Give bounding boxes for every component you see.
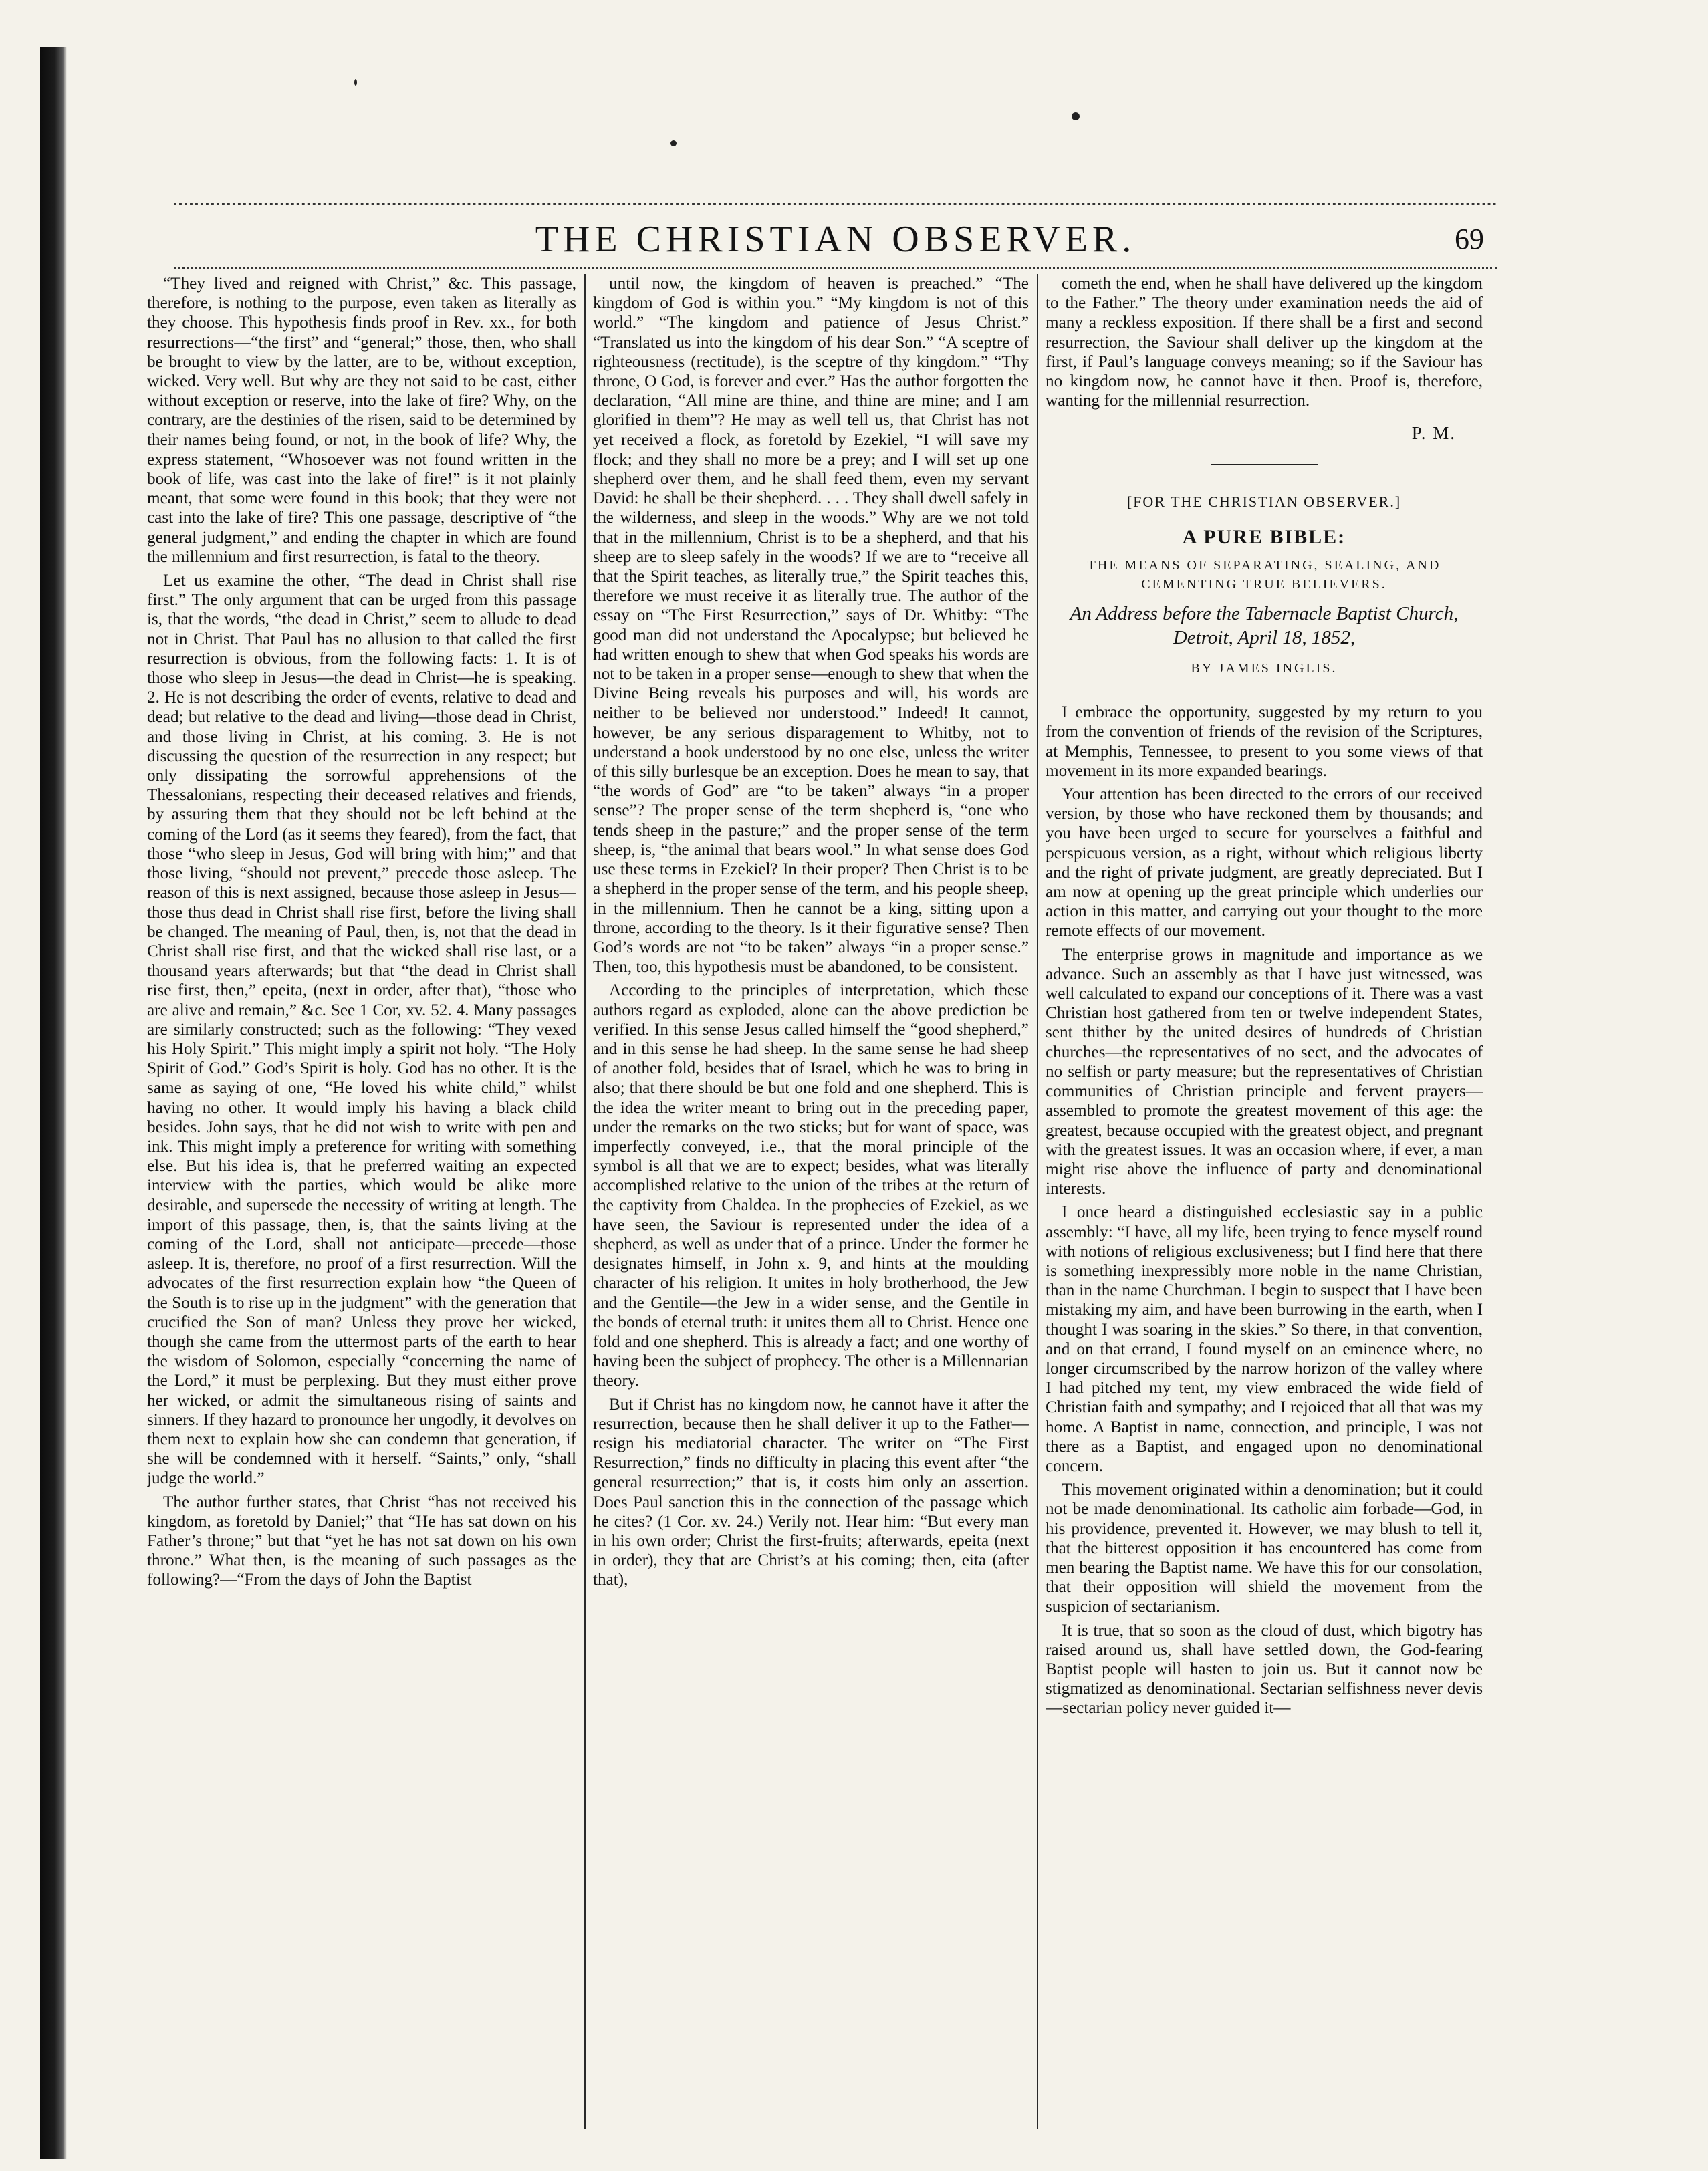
paragraph: The author further states, that Christ “has not received his kingdom, as foretold by Daniel;” that “He has sat down on his Father’s throne;” but that “yet he has not sat down on his own throne.” What then, is the meaning of such passages as the following?—“From the days of John the Baptist [147, 1493, 576, 1589]
scanned-page-edge [40, 47, 67, 2159]
paragraph: But if Christ has no kingdom now, he cannot have it after the resurrection, because then he shall deliver it up to the Father—resign his mediatorial character. The writer on “The First Resurrection,” finds no difficulty in placing this event after “the general resurrection;” that is, it costs him only an assertion. Does Paul sanction this in the connection of the passage which he cites? (1 Cor. xv. 24.) Verily not. Hear him: “But every man in his own order; Christ the first-fruits; afterwards, epeita (next in order), they that are Christ’s at his coming; then, eita (after that), [593, 1395, 1029, 1589]
paragraph: “They lived and reigned with Christ,” &c. This passage, therefore, is nothing to the purpose, even taken as literally as they choose. This hypothesis finds proof in Rev. xx., for both resurrections—“the first” and “general;” those, then, who shall be brought to view by the latter, are to be, without exception, wicked. Very well. But why are they not said to be cast, either without exception or reserve, into the lake of fire? Why, on the contrary, are the destinies of the risen, said to be determined by their names being found, or not, in the book of life? Why, the express statement, “Whosoever was not found written in the book of life, was cast into the lake of fire!” is it not plainly meant, that some were found in this book; that they were not cast into the lake of fire? This one passage, descriptive of “the general judgment,” and ending the chapter in which are found the millennium and first resurrection, is fatal to the theory. [147, 275, 576, 566]
paragraph: Your attention has been directed to the errors of our received version, by those who have reckoned them by thousands; and you have been urged to secure for yourselves a faithful and perspicuous version, as a right, without which religious liberty and the right of private judgment, are greatly depreciated. But I am now at opening up the great principle which underlies our action in this matter, and carrying out your thought to the more remote effects of our movement. [1046, 785, 1483, 940]
column-right [1046, 274, 1483, 2132]
column-left [147, 274, 576, 2132]
scan-speck [670, 140, 677, 146]
column-divider [1037, 274, 1038, 2129]
paragraph: Let us examine the other, “The dead in Christ shall rise first.” The only argument that can be urged from this passage is, that the words, “the dead in Christ,” seem to allude to dead not in Christ. That Paul has no allusion to that called the first resurrection is obvious, from the following facts: 1. It is of those who sleep in Jesus—the dead in Christ—he is speaking. 2. He is not describing the order of events, relative to dead and dead; but relative to the dead and living—those dead in Christ, and those living in Christ, at his coming. 3. He is not discussing the question of the resurrection in any respect; but only dissipating the sorrowful apprehensions of the Thessalonians, respecting their deceased relatives and friends, by assuring them that they should not be left behind at the coming of the Lord (as it seems they feared), from the fact, that those “who sleep in Jesus, God will bring with him;” and that those living, “should not prevent,” precede those asleep. The reason of this is next assigned, because those asleep in Jesus—those thus dead in Christ shall rise first, before the living shall be changed. The meaning of Paul, then, is, not that the dead in Christ shall rise first, and that the wicked shall rise last, or a thousand years afterwards; but that “the dead in Christ shall rise first, then,” epeita, (next in order, after that), “those who are alive and remain,” &c. See 1 Cor, xv. 52. 4. Many passages are similarly constructed; such as the following: “They vexed his Holy Spirit.” This might imply a spirit not holy. “The Holy Spirit of God.” God’s Spirit is holy. God has no other. It is the same as saying of one, “He loved his white child,” whilst having no other. It would imply his having a black child besides. John says, that he did not wish to write with pen and ink. This might imply a preference for writing with something else. But his idea is, that he preferred waiting an expected interview with the parties, which would be alike more desirable, and supersede the necessity of writing at length. The import of this passage, then, is, that the saints living at the coming of the Lord, shall not anticipate—precede—those asleep. It is, therefore, no proof of a first resurrection. Will the advocates of the first resurrection explain how “the Queen of the South is to rise up in the judgment” with the generation that crucified the Son of man? Unless they prove her wicked, though she came from the uttermost parts of the earth to hear the wisdom of Solomon, especially “concerning the name of the Lord,” it must be perplexing. But they must either prove her wicked, or admit the simultaneous rising of saints and sinners. If they hazard to pronounce her ungodly, it devolves on them next to explain how she can condemn that generation, if she will be condemned with it herself. “Saints,” only, “shall judge the world.” [147, 571, 576, 1488]
column-divider [584, 274, 586, 2129]
column-middle [593, 274, 1029, 2132]
article-title: A PURE BIBLE: [1182, 525, 1346, 548]
scan-speck [1072, 112, 1080, 120]
paragraph: It is true, that so soon as the cloud of dust, which bigotry has raised around us, shall have settled down, the God-fearing Baptist people will hasten to join us. But it cannot now be stigmatized as denominational. Sectarian selfishness never devis—sectarian policy never guided it— [1046, 1621, 1483, 1718]
article-signature: P. M. [1411, 423, 1456, 444]
article-subtitle: THE MEANS OF SEPARATING, SEALING, AND CEMENTING TRUE BELIEVERS. [1087, 558, 1441, 592]
section-divider [1211, 464, 1318, 465]
masthead-title: THE CHRISTIAN OBSERVER. [535, 219, 1136, 260]
paragraph: cometh the end, when he shall have delivered up the kingdom to the Father.” The theory under examination needs the aid of many a reckless exposition. If there shall be a first and second resurrection, the Saviour shall deliver up the kingdom at the first, if Paul’s language conveys meaning; so if the Saviour has no kingdom now, he cannot have it then. Proof is, therefore, wanting for the millennial resurrection. [1046, 275, 1483, 410]
article-author: BY JAMES INGLIS. [1191, 661, 1338, 676]
header-rule-top [174, 203, 1497, 205]
scan-speck [354, 79, 357, 86]
paragraph: until now, the kingdom of heaven is preached.” “The kingdom of God is within you.” “My kingdom is not of this world.” “The kingdom and patience of Jesus Christ.” “Translated us into the kingdom of his dear Son.” “A sceptre of righteousness (rectitude), is the sceptre of thy kingdom.” “Thy throne, O God, is forever and ever.” Has the author forgotten the declaration, “All mine are thine, and thine are mine; and I am glorified in them”? He may as well tell us, that Christ has not yet received a flock, as foretold by Ezekiel, “I will save my flock; and they shall no more be a prey; and I will set up one shepherd over them, and he shall feed them, even my servant David: he shall be their shepherd. . . . They shall dwell safely in the wilderness, and sleep in the woods.” Why are we not told that in the millennium, Christ is to be a shepherd, and that his sheep are to sleep safely in the woods? If we are to “receive all that the Spirit teaches, as literally true,” the Spirit teaches this, therefore we must receive it as literally true. The author of the essay on “The First Resurrection,” says of Dr. Whitby: “The good man did not understand the Apocalypse; but believed he had written enough to shew that when God speaks his words are not to be taken in a proper sense—enough to shew that when the Divine Being reveals his purposes and will, his words are neither to be believed nor understood.” Indeed! It cannot, however, be any serious disparagement to Whitby, not to understand a book understood by no one else, unless the writer of this silly burlesque be an exception. Does he mean to say, that “the words of God” are “to be taken” always “in a proper sense”? The proper sense of the term shepherd is, “one who tends sheep in the pasture;” and the proper sense of the term sheep, is, “the animal that bears wool.” In what sense does God use these terms in Ezekiel? In their proper? Then Christ is to be a shepherd in the proper sense of the term, and his people sheep, in the millennium. Then he cannot be a king, sitting upon a throne, according to the theory. Is it their figurative sense? Then God’s words are not “to be taken” always “in a proper sense.” Then, too, this hypothesis must be abandoned, to be consistent. [593, 275, 1029, 977]
article-occasion: An Address before the Tabernacle Baptist Church, Detroit, April 18, 1852, [1070, 603, 1459, 649]
paragraph: The enterprise grows in magnitude and importance as we advance. Such an assembly as that I have just witnessed, was well calculated to expand our conceptions of it. There was a vast Christian host gathered from ten or twelve independent States, sent thither by the united desires of hundreds of Christian churches—the representatives of no sect, and the advocates of no selfish or party measure; but the representatives of Christian communities of Christian principle and fervent prayers—assembled to promote the greatest movement of this age: the greatest, because occupied with the greatest object, and pregnant with the greatest issues. It was an occasion where, if ever, a man might rise above the influence of party and denominational interests. [1046, 945, 1483, 1198]
page-number: 69 [1455, 223, 1484, 255]
page-header [174, 213, 1497, 266]
paragraph: I once heard a distinguished ecclesiastic say in a public assembly: “I have, all my life, been trying to fence myself round with notions of religious exclusiveness; but I find here that there is something inexpressibly more noble in the name Christian, than in the name Churchman. I begin to suspect that I have been mistaking my aim, and have been burrowing in the earth, when I thought I was soaring in the skies.” So there, in that convention, and on that errand, I found myself on an eminence where, no longer circumscribed by the narrow horizon of the valley where I had pitched my tent, my view embraced the wide field of Christian faith and sympathy; and I rejoiced that all that was my home. A Baptist in name, connection, and principle, I was not there as a Baptist, and engaged upon no denominational concern. [1046, 1203, 1483, 1475]
paragraph: I embrace the opportunity, suggested by my return to you from the convention of friends of the revision of the Scriptures, at Memphis, Tennessee, to present to you some views of that movement in its more expanded bearings. [1046, 703, 1483, 780]
paragraph: According to the principles of interpretation, which these authors regard as exploded, alone can the above prediction be verified. In this sense Jesus called himself the “good shepherd,” and in this sense he had sheep. In the same sense he had sheep of another fold, besides that of Israel, which he was to bring in also; that there should be but one fold and one shepherd. This is the idea the writer meant to bring out in the preceding paper, under the remarks on the two sticks; but for want of space, was imperfectly conveyed, i.e., that the moral principle of the symbol is all that we are to expect; besides, what was literally accomplished relative to the union of the tribes at the return of the captivity from Chaldea. In the prophecies of Ezekiel, as we have seen, the Saviour is represented under the idea of a shepherd, as well as under that of a prince. Under the former he designates himself, in John x. 9, and hints at the moulding character of his religion. It unites in holy brotherhood, the Jew and the Gentile—the Jew in a wider sense, and the Gentile in the bonds of eternal truth: it unites them all to Christ. Hence one fold and one shepherd. This is already a fact; and one worthy of having been the subject of prophecy. The other is a Millennarian theory. [593, 981, 1029, 1390]
source-note: [FOR THE CHRISTIAN OBSERVER.] [1126, 493, 1402, 510]
header-rule-bottom [174, 267, 1497, 269]
paragraph: This movement originated within a denomination; but it could not be made denominational. Its catholic aim forbade—God, in his providence, prevented it. However, we may blush to tell it, that the bitterest opposition it has encountered has come from men bearing the Baptist name. We have this for our consolation, that their opposition will shield the movement from the suspicion of sectarianism. [1046, 1481, 1483, 1616]
